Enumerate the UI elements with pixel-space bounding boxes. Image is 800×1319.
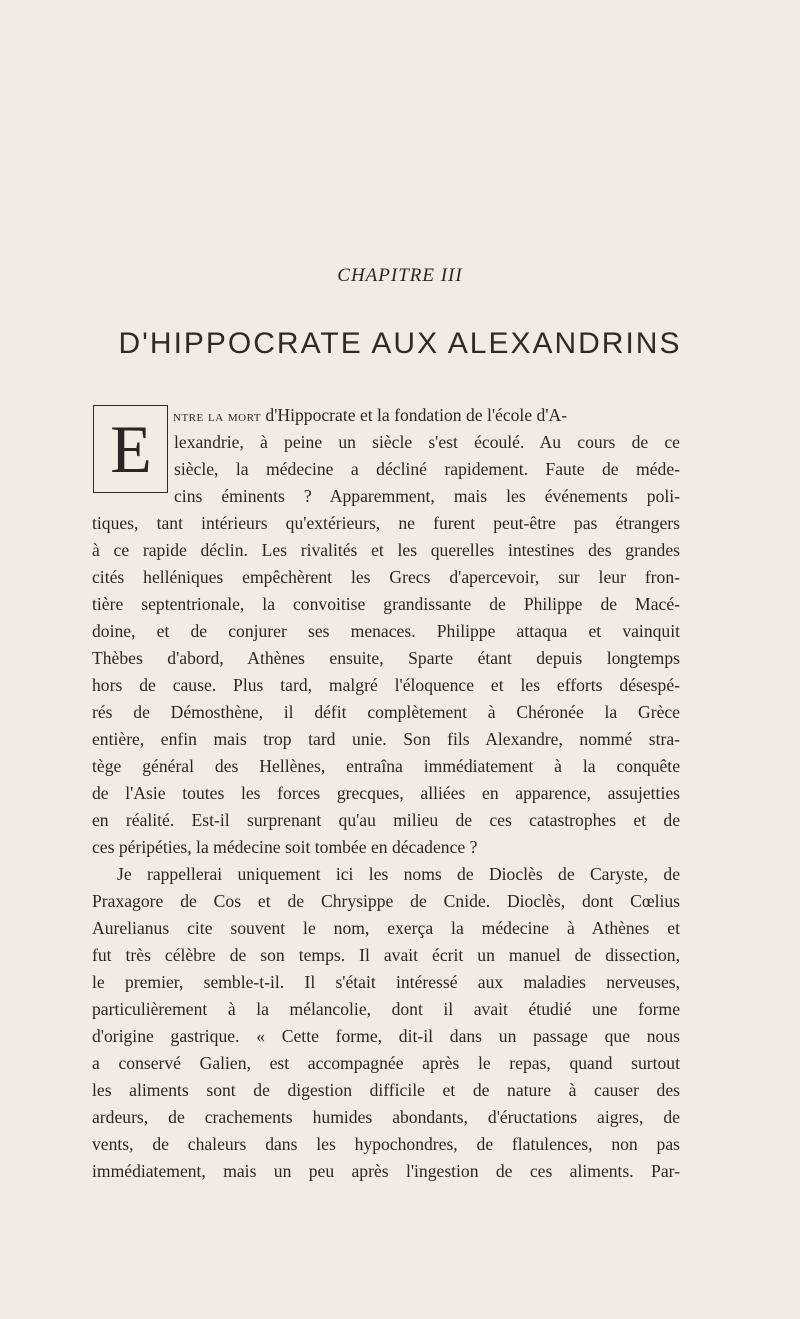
text-line: fut très célèbre de son temps. Il avait écrit un manuel de dissection, [92, 945, 680, 965]
text-line: en réalité. Est-il surprenant qu'au milieu de ces catastrophes et de [92, 810, 680, 830]
text-line: ces péripéties, la médecine soit tombée en décadence ? [92, 837, 478, 857]
chapter-heading: CHAPITRE III [337, 265, 463, 286]
text-line: ardeurs, de crachements humides abondants, d'éructations aigres, de [92, 1107, 680, 1127]
text-line: cités helléniques empêchèrent les Grecs d'apercevoir, sur leur fron- [92, 567, 680, 587]
text-line: vents, de chaleurs dans les hypochondres, de flatulences, non pas [92, 1134, 680, 1154]
text-line: cins éminents ? Apparemment, mais les événements poli- [174, 486, 680, 506]
text-line: de l'Asie toutes les forces grecques, alliées en apparence, assujetties [92, 783, 680, 803]
text-line [173, 402, 680, 429]
lead-in-smallcaps: ntre la mort [173, 409, 262, 425]
text-line: rés de Démosthène, il défit complètement à Chéronée la Grèce [92, 702, 680, 722]
text-line: d'origine gastrique. « Cette forme, dit-il dans un passage que nous [92, 1026, 680, 1046]
text-line: Aurelianus cite souvent le nom, exerça la médecine à Athènes et [92, 918, 680, 938]
drop-cap-frame [93, 405, 168, 493]
text-line: lexandrie, à peine un siècle s'est écoulé. Au cours de ce [174, 432, 680, 452]
text-line: doine, et de conjurer ses menaces. Philippe attaqua et vainquit [92, 621, 680, 641]
text-line: tège général des Hellènes, entraîna immédiatement à la conquête [92, 756, 680, 776]
text-line: immédiatement, mais un peu après l'ingestion de ces aliments. Par- [92, 1161, 680, 1181]
text-line: Thèbes d'abord, Athènes ensuite, Sparte étant depuis longtemps [92, 648, 680, 668]
text-line: Praxagore de Cos et de Chrysippe de Cnide. Dioclès, dont Cœlius [92, 891, 680, 911]
text-line: particulièrement à la mélancolie, dont il avait étudié une forme [92, 999, 680, 1019]
text-line: entière, enfin mais trop tard unie. Son fils Alexandre, nommé stra- [92, 729, 680, 749]
drop-cap-letter: E [110, 411, 152, 487]
text-line: siècle, la médecine a décliné rapidement. Faute de méde- [174, 459, 680, 479]
chapter-title: D'HIPPOCRATE AUX ALEXANDRINS [118, 327, 682, 360]
text-line: Je rappellerai uniquement ici les noms de Dioclès de Caryste, de [117, 864, 680, 884]
text-line: à ce rapide déclin. Les rivalités et les querelles intestines des grandes [92, 540, 680, 560]
text-line: hors de cause. Plus tard, malgré l'éloquence et les efforts désespé- [92, 675, 680, 695]
text-line: tière septentrionale, la convoitise grandissante de Philippe de Macé- [92, 594, 680, 614]
text-line: tiques, tant intérieurs qu'extérieurs, ne furent peut-être pas étrangers [92, 513, 680, 533]
text-line: les aliments sont de digestion difficile et de nature à causer des [92, 1080, 680, 1100]
text-line: le premier, semble-t-il. Il s'était intéressé aux maladies nerveuses, [92, 972, 680, 992]
text-line-content: d'Hippocrate et la fondation de l'école d'A- [261, 405, 568, 425]
text-line: a conservé Galien, est accompagnée après le repas, quand surtout [92, 1053, 680, 1073]
